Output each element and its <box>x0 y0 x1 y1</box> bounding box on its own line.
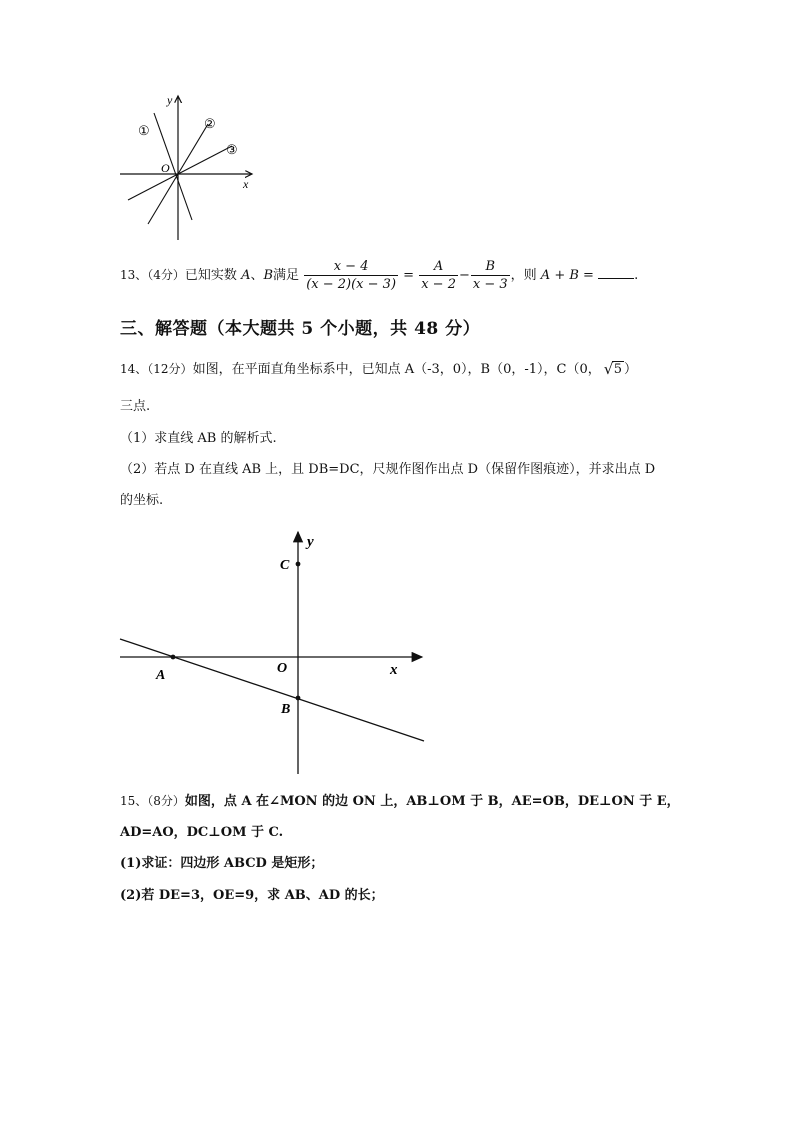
q13-minus: − <box>458 268 470 283</box>
sqrt-sign-icon: √ <box>603 360 614 378</box>
q13-rhs1-numerator: A <box>419 258 458 276</box>
line-label-3: ③ <box>226 142 238 157</box>
q15-stem: 如图，点 A 在∠MON 的边 ON 上，AB⊥OM 于 B，AE=OB，DE⊥ON 于 E， <box>184 794 680 809</box>
point-a-dot <box>171 655 176 660</box>
q14-stem: 如图，在平面直角坐标系中，已知点 A（-3，0），B（0，-1），C（0， <box>192 362 601 377</box>
q15-number: 15、 <box>120 794 148 808</box>
question-15-line-1 <box>120 790 680 809</box>
q14-sqrt-value: 5 <box>613 362 623 377</box>
q13-rhs1-fraction <box>419 258 458 293</box>
line-3 <box>128 146 232 200</box>
question-13 <box>120 255 638 295</box>
q13-score: （4分） <box>147 268 185 282</box>
q15-score: （8分） <box>147 794 185 808</box>
question-14-part-2-cont: 的坐标. <box>120 493 164 508</box>
q13-rhs2-numerator: B <box>471 258 510 276</box>
q14-close: ） <box>624 362 638 377</box>
question-14-line-1 <box>120 358 637 377</box>
line-ab <box>120 639 424 741</box>
line-label-2: ② <box>204 116 216 131</box>
question-15-part-1: (1)求证：四边形 ABCD 是矩形； <box>120 856 324 871</box>
q14-sqrt <box>604 362 624 377</box>
q13-lhs-denominator: (x − 2)(x − 3) <box>306 277 397 292</box>
q13-sep: 、 <box>250 268 264 283</box>
q13-equals: = <box>403 268 415 283</box>
q13-lhs-fraction <box>304 258 398 293</box>
question-15-line-2: AD=AO，DC⊥OM 于 C. <box>120 825 284 840</box>
origin-label: O <box>277 661 288 676</box>
figure-q14-coordinate-plane <box>118 528 430 778</box>
point-b-label: B <box>281 702 291 717</box>
point-b-dot <box>296 696 301 701</box>
point-a-label: A <box>156 668 166 683</box>
q14-score: （12分） <box>147 362 193 376</box>
x-axis-label: x <box>390 662 398 678</box>
y-axis-label: y <box>307 534 314 550</box>
q13-number: 13、 <box>120 268 148 282</box>
q14-number: 14、 <box>120 362 148 376</box>
q13-rhs1-denominator: x − 2 <box>421 277 456 292</box>
y-axis-label: y <box>167 93 173 107</box>
question-14-part-2: （2）若点 D 在直线 AB 上，且 DB=DC，尺规作图作出点 D（保留作图痕迹），并求出点 D <box>120 462 656 477</box>
point-c-label: C <box>280 558 290 573</box>
question-15-part-2: (2)若 DE=3，OE=9，求 AB、AD 的长； <box>120 888 384 903</box>
q13-var-b: B <box>263 268 274 283</box>
q13-end: . <box>634 268 639 283</box>
q13-prefix: 已知实数 <box>184 268 237 283</box>
section-3-title: 三、解答题（本大题共 5 个小题，共 48 分） <box>120 319 481 339</box>
q13-sum: A + B = <box>540 268 594 283</box>
point-c-dot <box>296 562 301 567</box>
q13-lhs-numerator: x − 4 <box>304 258 398 276</box>
question-14-line-2: 三点. <box>120 399 151 414</box>
x-axis-label: x <box>243 177 249 191</box>
q13-then: ，则 <box>510 268 537 283</box>
q13-rhs2-fraction <box>471 258 510 293</box>
q13-answer-blank[interactable] <box>598 266 634 279</box>
question-14-part-1: （1）求直线 AB 的解析式. <box>120 431 277 446</box>
q13-var-a: A <box>241 268 251 283</box>
figure-q12-axes <box>110 88 260 248</box>
origin-label: O <box>161 161 170 175</box>
line-label-1: ① <box>138 123 150 138</box>
q13-satisfy: 满足 <box>273 268 300 283</box>
q13-rhs2-denominator: x − 3 <box>472 277 508 292</box>
